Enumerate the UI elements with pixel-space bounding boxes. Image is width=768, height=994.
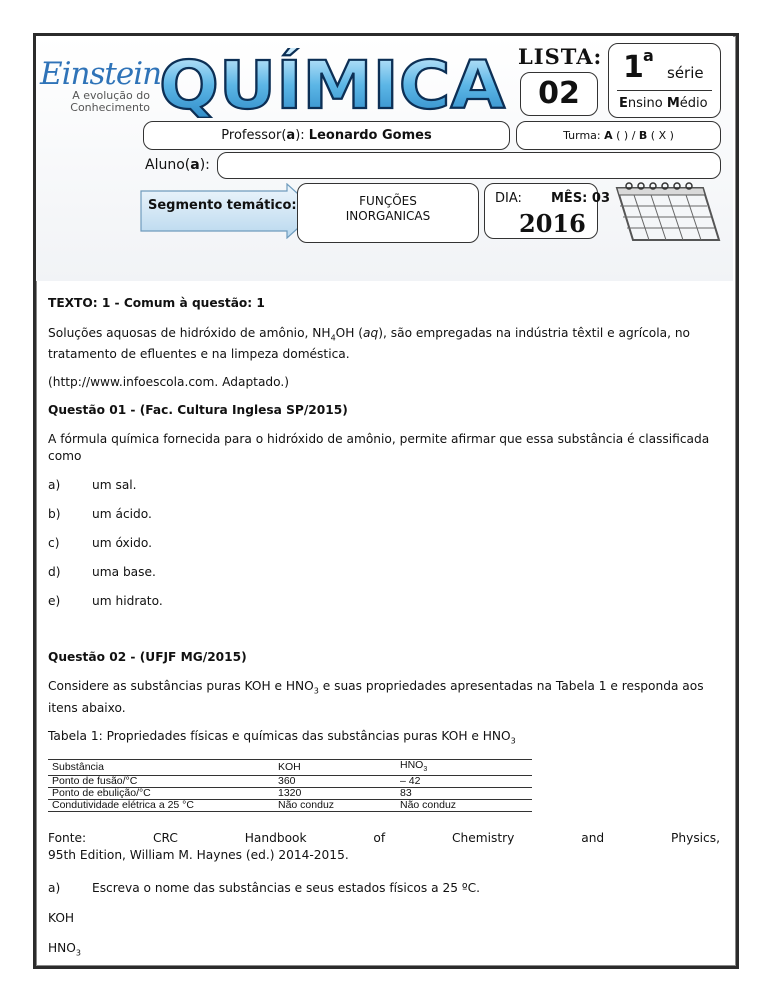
logo-tagline-1: A evolução do bbox=[72, 89, 150, 102]
funcoes-line-2: INORGANICAS bbox=[345, 209, 431, 223]
professor-name: Leonardo Gomes bbox=[308, 128, 432, 143]
subject-text: QUÍMICA bbox=[159, 48, 484, 118]
lista-number: 02 bbox=[520, 72, 598, 116]
calendar-icon bbox=[603, 180, 723, 246]
serie-sup: a bbox=[643, 46, 654, 65]
dia-label: DIA: bbox=[495, 191, 522, 206]
subject-title bbox=[157, 48, 509, 118]
q2a-item: a) Escreva o nome das substâncias e seus estados físicos a 25 ºC. bbox=[48, 881, 480, 896]
turma-field: Turma: A ( ) / B ( X ) bbox=[516, 121, 721, 150]
serie-level: Ensino Médio bbox=[619, 96, 708, 111]
logo-name: Einstein bbox=[40, 56, 162, 92]
q1-option: a) um sal. bbox=[48, 478, 137, 493]
professor-field: Professor(a): Leonardo Gomes bbox=[143, 121, 510, 150]
texto-paragraph: Soluções aquosas de hidróxido de amônio, $NH_4OH$ (aq), são empregadas na indústria têxtil e agrícola, no tratamento de efluentes e na limpeza doméstica. bbox=[48, 326, 691, 362]
q1-option: e) um hidrato. bbox=[48, 594, 163, 609]
funcoes-line-1: FUNÇÕES bbox=[359, 194, 417, 208]
worksheet-content bbox=[48, 290, 720, 962]
q1-options bbox=[48, 477, 720, 622]
segmento-value bbox=[297, 183, 479, 243]
date-box bbox=[484, 183, 610, 239]
lista-label: LISTA: bbox=[518, 44, 603, 69]
q1-option: c) um óxido. bbox=[48, 536, 153, 551]
table-caption: Tabela 1: Propriedades físicas e químicas das substâncias puras KOH e $HNO_3$ bbox=[48, 728, 516, 746]
logo-tagline-2: Conhecimento bbox=[70, 101, 150, 114]
answer-koh: KOH bbox=[48, 911, 75, 926]
serie-number: 1 bbox=[623, 50, 644, 85]
q1-option: d) uma base. bbox=[48, 565, 156, 580]
aluno-label: Aluno(a): bbox=[145, 157, 210, 173]
table-row: Ponto de fusão/°C 360 – 42 bbox=[48, 776, 532, 788]
serie-divider bbox=[617, 90, 712, 91]
answer-hno3: $HNO_3$ bbox=[48, 941, 81, 958]
properties-table bbox=[48, 759, 532, 812]
fonte-line-2: 95th Edition, William M. Haynes (ed.) 2014-2015. bbox=[48, 848, 349, 863]
q1-heading: Questão 01 - (Fac. Cultura Inglesa SP/2015) bbox=[48, 403, 348, 418]
serie-label: série bbox=[667, 64, 704, 82]
table-header-row: Substância KOH $HNO_3$ bbox=[48, 760, 532, 776]
table-row: Condutividade elétrica a 25 °C Não conduz Não conduz bbox=[48, 800, 532, 812]
year: 2016 bbox=[519, 209, 586, 238]
table-row: Ponto de ebulição/°C 1320 83 bbox=[48, 788, 532, 800]
fonte-line-1: Fonte: CRC Handbook of Chemistry and Physics, bbox=[48, 831, 720, 846]
serie-box bbox=[608, 43, 721, 118]
aluno-field[interactable] bbox=[217, 152, 721, 179]
texto-source: (http://www.infoescola.com. Adaptado.) bbox=[48, 375, 290, 390]
q2-stem: Considere as substâncias puras KOH e $HNO_3$ e suas propriedades apresentadas na Tabela 1 e responda aos itens abaixo. bbox=[48, 679, 704, 715]
q2-heading: Questão 02 - (UFJF MG/2015) bbox=[48, 650, 247, 665]
mes-field: MÊS: 03 bbox=[551, 191, 610, 206]
einstein-logo bbox=[40, 56, 162, 120]
q1-stem: A fórmula química fornecida para o hidróxido de amônio, permite afirmar que essa substância é classificada como bbox=[48, 432, 710, 464]
q1-option: b) um ácido. bbox=[48, 507, 152, 522]
texto-heading: TEXTO: 1 - Comum à questão: 1 bbox=[48, 296, 265, 310]
segmento-label: Segmento temático: bbox=[148, 198, 297, 213]
